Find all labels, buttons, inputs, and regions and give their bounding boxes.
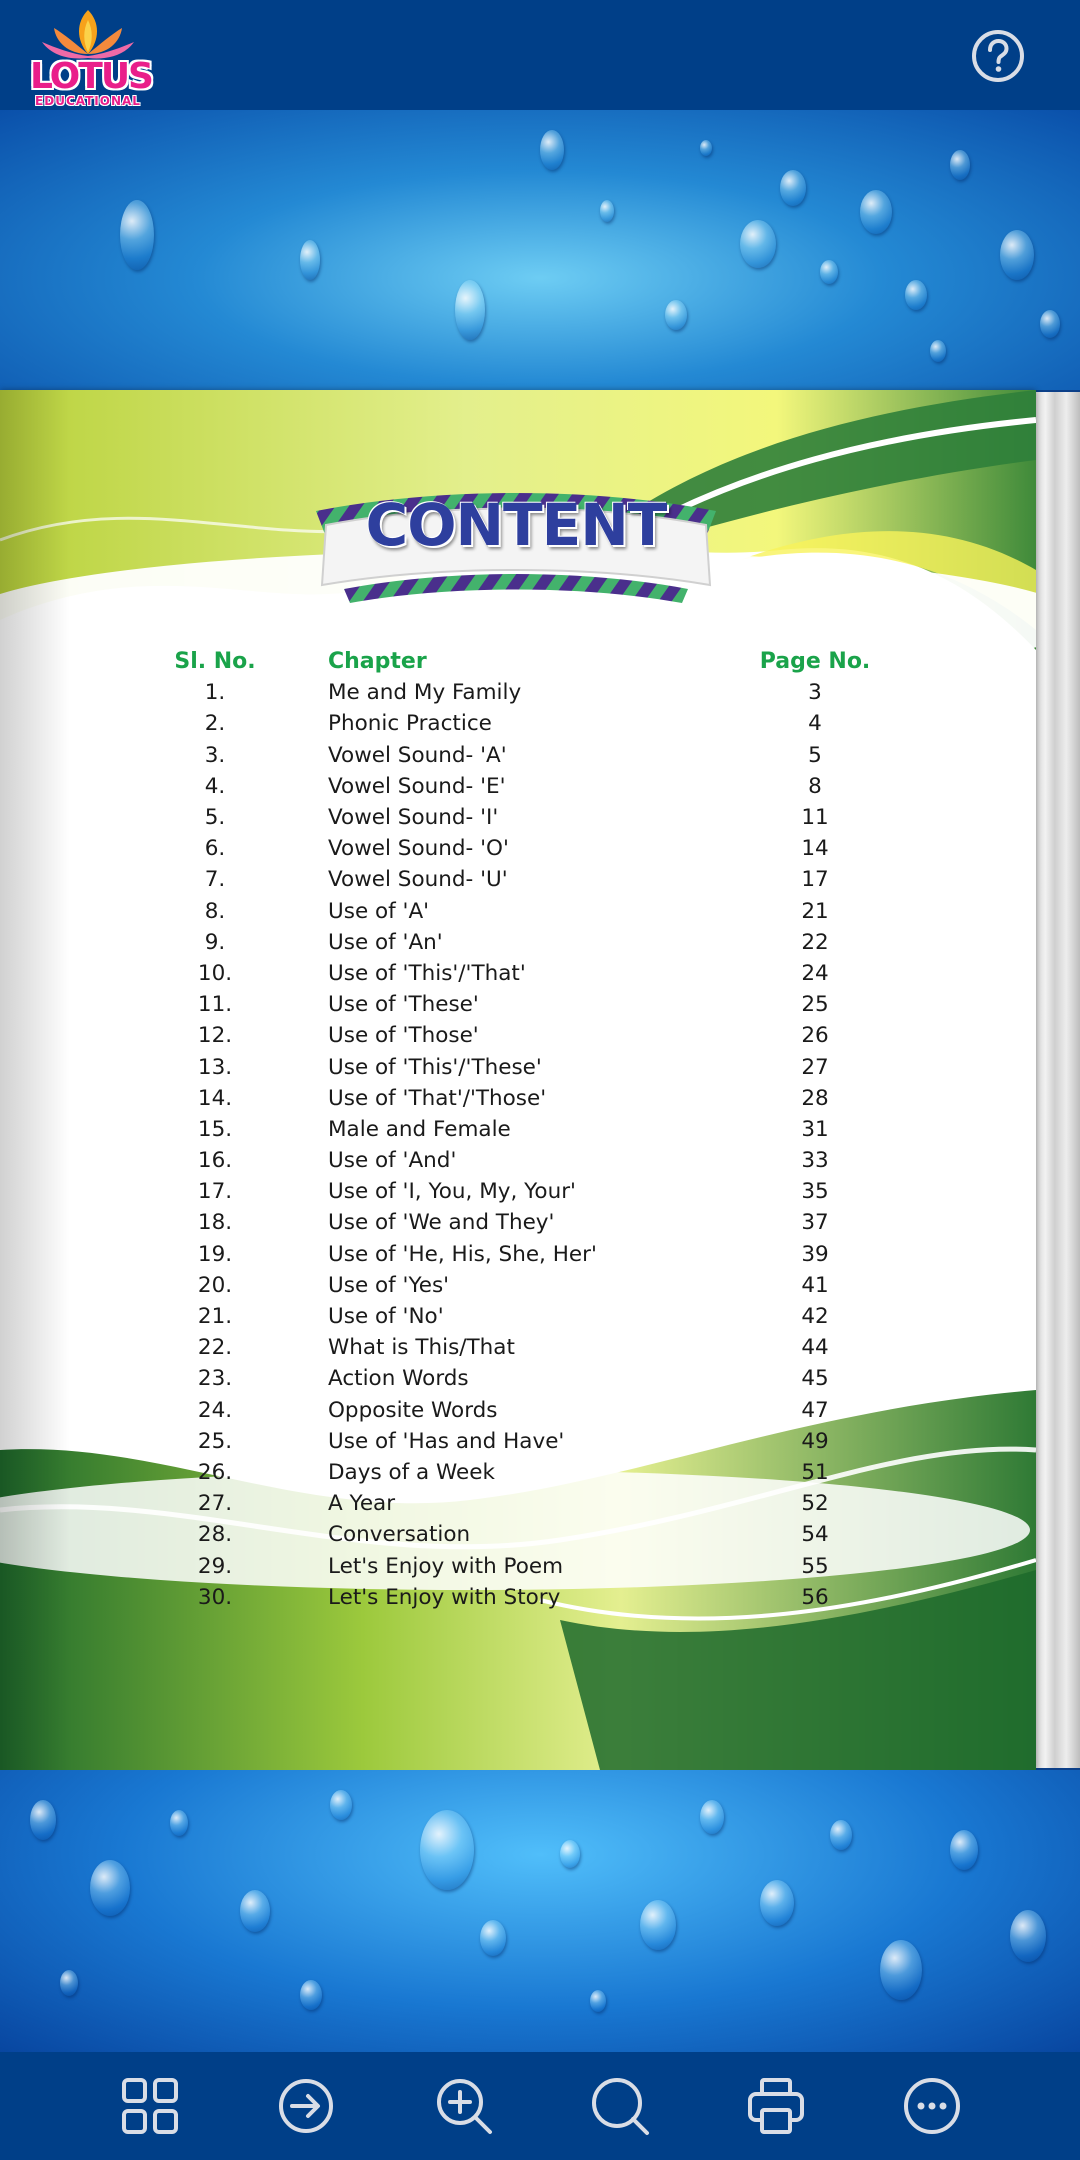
top-bar — [0, 0, 1080, 110]
row-page-no: 33 — [801, 1148, 829, 1174]
row-chapter: Use of 'I, You, My, Your' — [328, 1179, 576, 1205]
table-row — [160, 864, 880, 895]
row-chapter: Use of 'An' — [328, 929, 443, 955]
row-sl-no: 26. — [197, 1459, 233, 1485]
row-page-no: 51 — [801, 1459, 829, 1485]
row-chapter: Vowel Sound- 'I' — [328, 805, 499, 831]
row-chapter: Let's Enjoy with Story — [328, 1584, 561, 1610]
row-sl-no: 6. — [204, 836, 226, 862]
table-row — [160, 927, 880, 958]
table-row — [160, 1083, 880, 1114]
table-row — [160, 1207, 880, 1238]
column-header-sl-no: Sl. No. — [174, 649, 256, 675]
row-sl-no: 1. — [204, 680, 226, 706]
row-chapter: Opposite Words — [328, 1397, 498, 1423]
row-sl-no: 5. — [204, 805, 226, 831]
table-row — [160, 740, 880, 771]
row-sl-no: 13. — [197, 1054, 233, 1080]
row-sl-no: 19. — [197, 1241, 233, 1267]
row-sl-no: 7. — [204, 867, 226, 893]
search-icon — [590, 2076, 650, 2136]
row-page-no: 47 — [801, 1397, 829, 1423]
lotus-flower-icon — [28, 4, 148, 64]
row-chapter: Use of 'He, His, She, Her' — [328, 1241, 597, 1267]
row-page-no: 54 — [801, 1522, 829, 1548]
zoom-in-icon — [434, 2076, 494, 2136]
table-row — [160, 989, 880, 1020]
row-page-no: 56 — [801, 1584, 829, 1610]
row-page-no: 17 — [801, 867, 829, 893]
row-page-no: 28 — [801, 1085, 829, 1111]
table-row — [160, 677, 880, 708]
column-header-page-no: Page No. — [759, 649, 871, 675]
row-sl-no: 20. — [197, 1272, 233, 1298]
page-title: CONTENT — [365, 491, 667, 559]
row-page-no: 8 — [808, 773, 822, 799]
goto-page-button[interactable] — [274, 2074, 338, 2138]
row-page-no: 52 — [801, 1491, 829, 1517]
row-page-no: 39 — [801, 1241, 829, 1267]
background-water-bottom — [0, 1770, 1080, 2052]
table-row — [160, 1020, 880, 1051]
zoom-in-button[interactable] — [432, 2074, 496, 2138]
table-row — [160, 771, 880, 802]
row-sl-no: 2. — [204, 711, 226, 737]
row-sl-no: 28. — [197, 1522, 233, 1548]
row-page-no: 31 — [801, 1116, 829, 1142]
row-chapter: Use of 'These' — [328, 992, 479, 1018]
row-page-no: 21 — [801, 898, 829, 924]
row-chapter: Use of 'And' — [328, 1148, 457, 1174]
table-row — [160, 1270, 880, 1301]
content-banner — [310, 485, 722, 615]
row-page-no: 14 — [801, 836, 829, 862]
row-sl-no: 3. — [204, 742, 226, 768]
row-chapter: Use of 'Those' — [328, 1023, 479, 1049]
table-row — [160, 1363, 880, 1394]
book-page[interactable] — [0, 390, 1036, 1770]
row-sl-no: 16. — [197, 1148, 233, 1174]
print-icon — [746, 2076, 806, 2136]
row-chapter: Use of 'This'/'These' — [328, 1054, 542, 1080]
table-row — [160, 1145, 880, 1176]
row-chapter: Use of 'Yes' — [328, 1272, 450, 1298]
row-sl-no: 18. — [197, 1210, 233, 1236]
table-row — [160, 1395, 880, 1426]
row-chapter: Vowel Sound- 'A' — [328, 742, 507, 768]
table-row — [160, 1457, 880, 1488]
row-page-no: 26 — [801, 1023, 829, 1049]
row-chapter: Phonic Practice — [328, 711, 492, 737]
row-page-no: 27 — [801, 1054, 829, 1080]
logo-subtext: EDUCATIONAL — [35, 94, 141, 108]
page-gutter-shadow — [0, 390, 70, 1770]
search-button[interactable] — [588, 2074, 652, 2138]
row-chapter: Use of 'That'/'Those' — [328, 1085, 547, 1111]
row-chapter: Vowel Sound- 'U' — [328, 867, 508, 893]
row-chapter: Use of 'We and They' — [328, 1210, 555, 1236]
row-sl-no: 10. — [197, 960, 233, 986]
row-sl-no: 25. — [197, 1428, 233, 1454]
row-page-no: 49 — [801, 1428, 829, 1454]
row-sl-no: 17. — [197, 1179, 233, 1205]
row-page-no: 5 — [808, 742, 822, 768]
background-water-top — [0, 110, 1080, 390]
more-options-button[interactable] — [900, 2074, 964, 2138]
row-sl-no: 12. — [197, 1023, 233, 1049]
logo-text: LOTUS — [30, 56, 152, 97]
row-page-no: 45 — [801, 1366, 829, 1392]
row-chapter: Action Words — [328, 1366, 469, 1392]
row-page-no: 55 — [801, 1553, 829, 1579]
lotus-logo[interactable] — [28, 4, 152, 108]
table-row — [160, 1426, 880, 1457]
table-row — [160, 1519, 880, 1550]
goto-page-icon — [277, 2077, 335, 2135]
row-page-no: 37 — [801, 1210, 829, 1236]
row-page-no: 42 — [801, 1304, 829, 1330]
row-page-no: 11 — [801, 805, 829, 831]
help-button[interactable] — [970, 28, 1026, 84]
row-chapter: Use of 'Has and Have' — [328, 1428, 565, 1454]
contents-table — [160, 646, 880, 1613]
thumbnails-button[interactable] — [118, 2074, 182, 2138]
row-chapter: Vowel Sound- 'O' — [328, 836, 509, 862]
row-chapter: What is This/That — [328, 1335, 515, 1361]
contents-table-header — [160, 646, 880, 677]
row-page-no: 24 — [801, 960, 829, 986]
row-sl-no: 29. — [197, 1553, 233, 1579]
row-chapter: Male and Female — [328, 1116, 511, 1142]
table-row — [160, 1550, 880, 1581]
book-page-edge — [1034, 392, 1080, 1768]
row-chapter: Use of 'No' — [328, 1304, 444, 1330]
row-sl-no: 27. — [197, 1491, 233, 1517]
row-chapter: Conversation — [328, 1522, 471, 1548]
table-row — [160, 958, 880, 989]
row-page-no: 4 — [808, 711, 822, 737]
table-row — [160, 1332, 880, 1363]
grid-icon — [121, 2077, 179, 2135]
table-row — [160, 1239, 880, 1270]
table-row — [160, 1582, 880, 1613]
row-sl-no: 8. — [204, 898, 226, 924]
bottom-toolbar — [0, 2052, 1080, 2160]
row-page-no: 25 — [801, 992, 829, 1018]
row-chapter: Let's Enjoy with Poem — [328, 1553, 564, 1579]
row-chapter: Use of 'A' — [328, 898, 430, 924]
row-sl-no: 21. — [197, 1304, 233, 1330]
more-options-icon — [902, 2076, 962, 2136]
row-page-no: 22 — [801, 929, 829, 955]
table-row — [160, 896, 880, 927]
table-row — [160, 833, 880, 864]
table-row — [160, 1114, 880, 1145]
row-page-no: 3 — [808, 680, 822, 706]
row-sl-no: 11. — [197, 992, 233, 1018]
print-button[interactable] — [744, 2074, 808, 2138]
row-page-no: 44 — [801, 1335, 829, 1361]
row-sl-no: 30. — [197, 1584, 233, 1610]
row-chapter: Use of 'This'/'That' — [328, 960, 526, 986]
row-sl-no: 4. — [204, 773, 226, 799]
row-sl-no: 15. — [197, 1116, 233, 1142]
row-chapter: Vowel Sound- 'E' — [328, 773, 506, 799]
row-chapter: Days of a Week — [328, 1459, 495, 1485]
table-row — [160, 1176, 880, 1207]
table-row — [160, 708, 880, 739]
row-sl-no: 14. — [197, 1085, 233, 1111]
row-sl-no: 23. — [197, 1366, 233, 1392]
help-circle-icon — [971, 29, 1025, 83]
row-page-no: 35 — [801, 1179, 829, 1205]
row-page-no: 41 — [801, 1272, 829, 1298]
row-sl-no: 9. — [204, 929, 226, 955]
table-row — [160, 1051, 880, 1082]
table-row — [160, 1488, 880, 1519]
column-header-chapter: Chapter — [328, 649, 427, 675]
table-row — [160, 802, 880, 833]
table-row — [160, 1301, 880, 1332]
row-sl-no: 22. — [197, 1335, 233, 1361]
row-sl-no: 24. — [197, 1397, 233, 1423]
row-chapter: Me and My Family — [328, 680, 522, 706]
row-chapter: A Year — [328, 1491, 396, 1517]
